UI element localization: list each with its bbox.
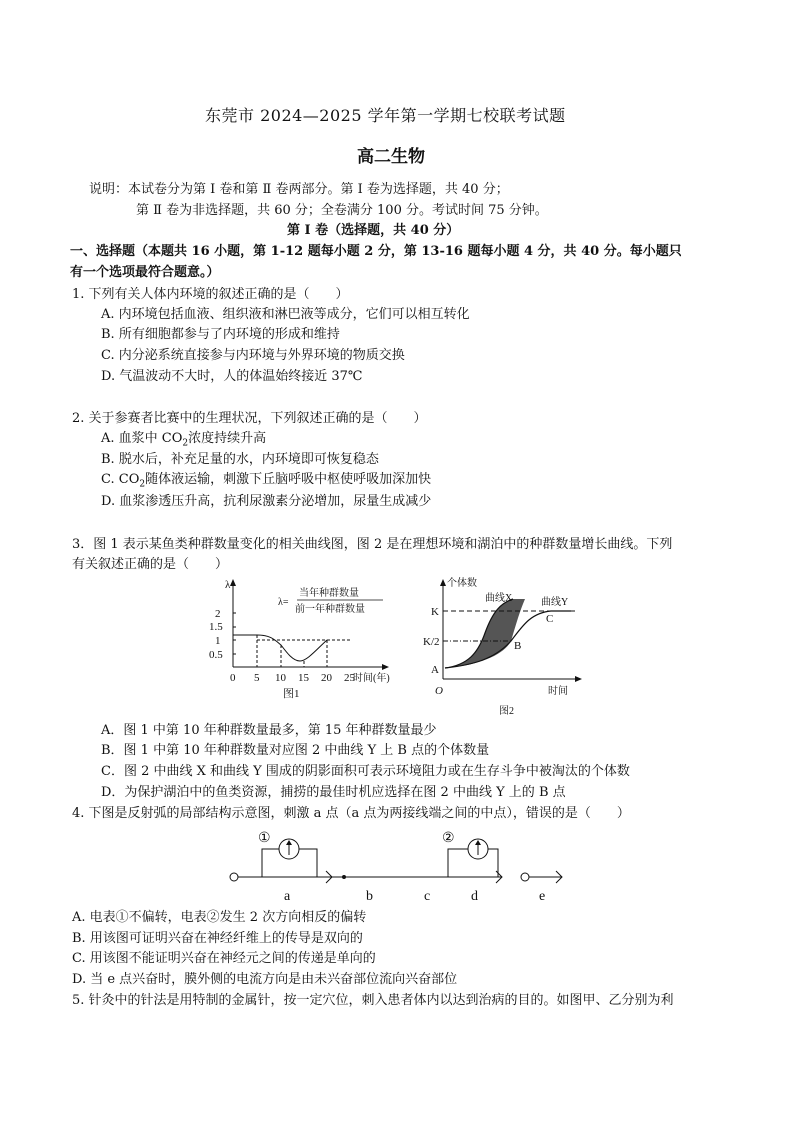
fig1-ytick-2: 2 (215, 608, 221, 620)
point-d-label: d (471, 889, 478, 904)
q4-option-b: B. 用该图可证明兴奋在神经纤维上的传导是双向的 (72, 931, 363, 946)
q2-option-c: C. $CO_2$随体液运输，刺激下丘脑呼吸中枢使呼吸加深加快 (101, 472, 432, 490)
fig2-curve-x-label: 曲线X (485, 593, 513, 604)
fig2-label-a: A (431, 664, 439, 676)
fig2-label-k: K (431, 606, 439, 618)
fig1-ytick-0.5: 0.5 (209, 649, 223, 661)
exam-note-line1: 说明：本试卷分为第 Ⅰ 卷和第 Ⅱ 卷两部分。第 Ⅰ 卷为选择题，共 40 分； (89, 182, 509, 197)
meter-2-label: ② (442, 831, 455, 846)
point-e-label: e (539, 889, 546, 904)
point-a-label: a (284, 889, 291, 904)
part-title: 第 Ⅰ 卷（选择题，共 40 分） (287, 223, 460, 238)
q2-option-d: D. 血浆渗透压升高，抗利尿激素分泌增加，尿量生成减少 (101, 494, 432, 509)
q1-option-b: B. 所有细胞都参与了内环境的形成和维持 (101, 327, 340, 342)
q3-option-a: A．图 1 中第 10 年种群数量最多，第 15 年种群数量最少 (101, 723, 437, 738)
point-c-label: c (424, 889, 431, 904)
section-heading-line2: 有一个选项最符合题意。） (70, 265, 220, 280)
fig1-xtick-25: 25 (344, 672, 355, 684)
point-b-label: b (366, 889, 373, 904)
figure-2-growth-curves (423, 573, 588, 718)
q4-option-c: C. 用该图不能证明兴奋在神经元之间的传递是单向的 (72, 951, 376, 966)
fig1-formula-lhs: λ= (278, 597, 289, 608)
fig1-formula-denominator: 前一年种群数量 (295, 604, 365, 615)
fig1-xtick-20: 20 (321, 672, 332, 684)
q4-stem: 4. 下图是反射弧的局部结构示意图，刺激 a 点（a 点为两接线端之间的中点），错误的是（ ） (72, 806, 630, 821)
figure-1-lambda-curve (205, 575, 405, 705)
subject-title: 高二生物 (357, 147, 425, 167)
q3-option-b: B．图 1 中第 10 年种群数量对应图 2 中曲线 Y 上 B 点的个体数量 (101, 743, 490, 758)
fig2-label-b: B (514, 640, 522, 652)
fig1-caption: 图1 (283, 688, 300, 700)
fig1-xlabel: 时间(年) (353, 673, 390, 684)
q1-stem: 1. 下列有关人体内环境的叙述正确的是（ ） (72, 287, 349, 302)
fig2-caption: 图2 (499, 706, 514, 717)
q5-stem: 5. 针灸中的针法是用特制的金属针，按一定穴位，刺入患者体内以达到治病的目的。如图甲、乙分别为利 (72, 993, 674, 1008)
fig1-xtick-5: 5 (254, 672, 260, 684)
exam-note-line2: 第 Ⅱ 卷为非选择题，共 60 分；全卷满分 100 分。考试时间 75 分钟。 (136, 203, 548, 218)
fig1-ytick-1.5: 1.5 (209, 621, 223, 633)
q1-option-d: D. 气温波动不大时，人的体温始终接近 37℃ (101, 369, 363, 384)
fig1-ytick-1: 1 (215, 635, 221, 647)
section-heading-line1: 一、选择题（本题共 16 小题，第 1-12 题每小题 2 分，第 13-16 题每小题 4 分，共 40 分。每小题只 (70, 244, 682, 259)
exam-title: 东莞市 2024—2025 学年第一学期七校联考试题 (205, 106, 566, 125)
fig1-xtick-15: 15 (298, 672, 309, 684)
q4-option-a: A. 电表①不偏转，电表②发生 2 次方向相反的偏转 (72, 910, 367, 925)
q2-stem: 2. 关于参赛者比赛中的生理状况，下列叙述正确的是（ ） (72, 411, 427, 426)
fig2-label-k-half: K/2 (423, 636, 440, 648)
q1-option-a: A. 内环境包括血液、组织液和淋巴液等成分，它们可以相互转化 (101, 307, 470, 322)
fig2-label-c: C (546, 613, 554, 625)
fig1-xtick-10: 10 (275, 672, 286, 684)
fig2-xlabel: 时间 (548, 686, 568, 697)
figure-3-reflex-arc (222, 823, 567, 908)
fig2-ylabel: 个体数 (447, 578, 477, 589)
meter-1-label: ① (258, 831, 271, 846)
q2-option-a: A. 血浆中 $CO_2$浓度持续升高 (101, 431, 267, 449)
q3-stem-line2: 有关叙述正确的是（ ） (72, 557, 229, 572)
fig1-formula-numerator: 当年种群数量 (299, 588, 359, 599)
fig1-xtick-0: 0 (230, 672, 236, 684)
fig2-label-origin: O (435, 685, 443, 697)
q3-option-d: D．为保护湖泊中的鱼类资源，捕捞的最佳时机应选择在图 2 中曲线 Y 上的 B 点 (101, 785, 566, 800)
q1-option-c: C. 内分泌系统直接参与内环境与外界环境的物质交换 (101, 348, 405, 363)
q2-option-b: B. 脱水后，补充足量的水，内环境即可恢复稳态 (101, 452, 379, 467)
fig1-ylabel: λ (225, 579, 231, 591)
q3-option-c: C．图 2 中曲线 X 和曲线 Y 围成的阴影面积可表示环境阻力或在生存斗争中被淘汰的个体数 (101, 764, 630, 779)
q4-option-d: D. 当 e 点兴奋时，膜外侧的电流方向是由未兴奋部位流向兴奋部位 (72, 972, 458, 987)
fig2-curve-y-label: 曲线Y (541, 597, 569, 608)
q3-stem-line1: 3．图 1 表示某鱼类种群数量变化的相关曲线图，图 2 是在理想环境和湖泊中的种群数量增长曲线。下列 (72, 537, 673, 552)
